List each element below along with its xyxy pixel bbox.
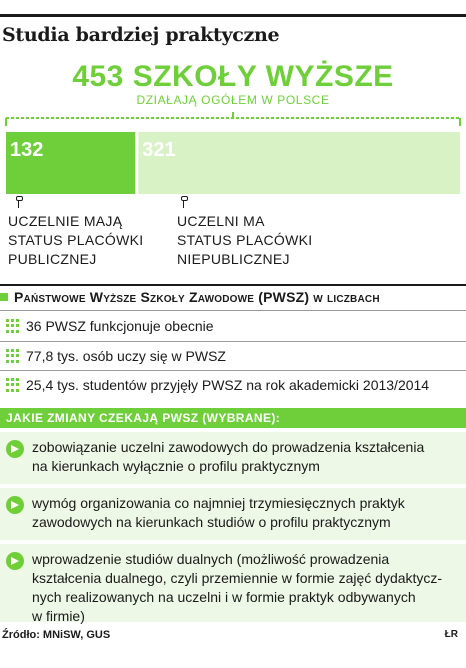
section-rule — [0, 284, 466, 286]
desc-public — [8, 212, 143, 269]
change-line: zawodowych na kierunkach studiów o profilu praktycznym — [32, 514, 391, 530]
dot-grid-icon — [6, 378, 20, 392]
pin-nonpublic — [183, 198, 184, 208]
change-line: zobowiązanie uczelni zawodowych do prowadzenia kształcenia — [32, 439, 425, 455]
arrow-right-icon — [6, 552, 24, 570]
source-note: Źródło: MNiSW, GUS — [2, 629, 111, 641]
bar-value-label: 321 — [142, 139, 176, 161]
change-line: wymóg organizowania co najmniej trzymiesięcznych praktyk — [32, 495, 405, 511]
dot-grid-icon — [6, 319, 20, 333]
dot-grid-icon — [6, 349, 20, 363]
arrow-right-icon — [6, 496, 24, 514]
change-line: kształcenia dualnego, czyli przemiennie w formie zajęć dydaktycz- — [32, 570, 443, 586]
fact-text: 25,4 tys. studentów przyjęły PWSZ na rok akademicki 2013/2014 — [26, 377, 430, 393]
total-brace — [0, 108, 466, 128]
fact-text: 36 PWSZ funkcjonuje obecnie — [26, 318, 214, 334]
desc-nonpublic-line: UCZELNI MA — [177, 213, 265, 229]
desc-public-line: STATUS PLACÓWKI — [8, 232, 144, 248]
bar-segment — [138, 132, 460, 194]
arrow-right-icon — [6, 440, 24, 458]
pwsz-heading-text: Państwowe Wyższe Szkoły Zawodowe (PWSZ) w liczbach — [14, 289, 380, 305]
headline-value: 453 SZKOŁY WYŻSZE — [72, 60, 394, 93]
change-line: na kierunkach wyłącznie o profilu praktycznym — [32, 458, 320, 474]
fact-item — [6, 348, 226, 364]
pin-public — [18, 198, 19, 208]
desc-public-line: PUBLICZNEJ — [8, 251, 97, 267]
pwsz-heading — [0, 289, 380, 305]
change-item — [0, 544, 466, 622]
changes-heading: JAKIE ZMIANY CZEKAJĄ PWSZ (WYBRANE): — [0, 408, 466, 428]
fact-item — [6, 377, 429, 393]
fact-item — [6, 318, 214, 334]
change-item — [0, 488, 466, 540]
author-mark: ŁR — [444, 629, 458, 640]
square-bullet-icon — [0, 293, 8, 301]
change-line: nych realizowanych na uczelni i w formie praktyk odbywanych — [32, 589, 416, 605]
divider — [0, 341, 466, 342]
top-rule — [0, 14, 466, 17]
desc-nonpublic-line: NIEPUBLICZNEJ — [177, 251, 290, 267]
fact-text: 77,8 tys. osób uczy się w PWSZ — [26, 348, 226, 364]
change-line: w firmie) — [32, 608, 85, 624]
change-item — [0, 432, 466, 484]
desc-public-line: UCZELNIE MAJĄ — [8, 213, 123, 229]
stacked-bar-chart — [0, 132, 466, 194]
divider — [0, 310, 466, 311]
change-line: wprowadzenie studiów dualnych (możliwość prowadzenia — [32, 551, 390, 567]
desc-nonpublic-line: STATUS PLACÓWKI — [177, 232, 313, 248]
bar-value-label: 132 — [10, 139, 44, 161]
page-title: Studia bardziej praktyczne — [2, 24, 280, 46]
divider — [0, 370, 466, 371]
headline-subtitle: DZIAŁAJĄ OGÓŁEM W POLSCE — [136, 93, 330, 107]
desc-nonpublic — [177, 212, 312, 269]
